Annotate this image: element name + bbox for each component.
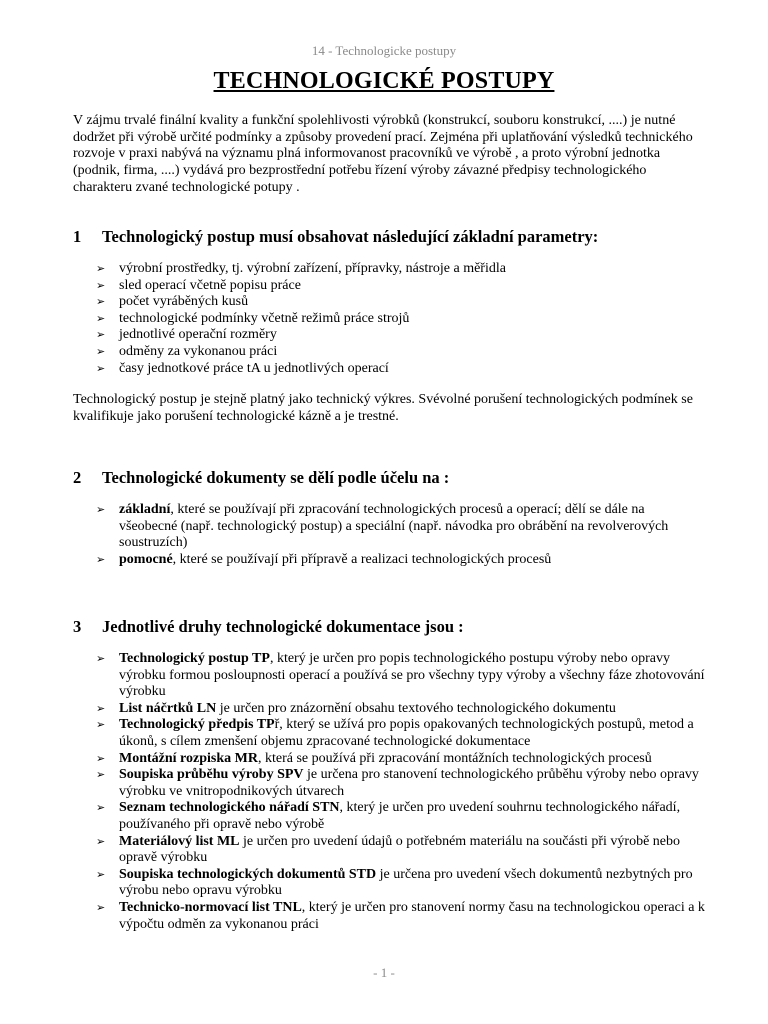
arrow-bullet-icon: ➢ (96, 834, 106, 848)
list-item-text: časy jednotkové práce tA u jednotlivých operací (119, 360, 389, 376)
list-item-term: základní (119, 502, 171, 517)
list-item (96, 502, 706, 552)
list-item (96, 344, 706, 361)
section-number: 3 (73, 617, 82, 636)
list-item (96, 751, 706, 768)
section-title: Jednotlivé druhy technologické dokumentace jsou : (102, 617, 464, 636)
section-title: Technologické dokumenty se dělí podle účelu na : (102, 468, 450, 487)
list-item (96, 311, 706, 328)
list-item-text: , který je určen pro uvedení souhrnu technologického nářadí, používaného při opravě nebo výrobě (119, 800, 681, 832)
list-item-text: počet vyráběných kusů (119, 294, 249, 310)
list-item (96, 701, 706, 718)
section-number: 1 (73, 227, 82, 246)
list-item (96, 834, 706, 867)
list-item-text: technologické podmínky včetně režimů práce strojů (119, 310, 410, 326)
list-item-text: ř, který se užívá pro popis opakovaných technologických postupů, metod a úkonů, s cílem zmenšení objemu zpracované technologické dokumentace (119, 717, 694, 749)
arrow-bullet-icon: ➢ (96, 867, 106, 881)
list-item-text: je určena pro stanovení technologického průběhu výroby nebo opravy výrobku ve vnitropodnikových útvarech (119, 767, 699, 799)
arrow-bullet-icon: ➢ (96, 552, 106, 566)
intro-paragraph: V zájmu trvalé finální kvality a funkční spolehlivosti výrobků (konstrukcí, souboru konstrukcí, ....) je nutné dodržet při výrobě určité podmínky a způsoby provedení prací. Zejména při uplatňování výsledků technického rozvoje v praxi nabývá na významu plná informovanost pracovníků ve výrobě , a proto výrobní jednotka (podnik, firma, ....) vydává pro bezprostřední potřebu řízení výroby závazné předpisy technologického charakteru zvané technologické potupy . (73, 113, 693, 195)
arrow-bullet-icon: ➢ (96, 900, 106, 914)
arrow-bullet-icon: ➢ (96, 503, 106, 516)
section-1-heading (73, 227, 598, 247)
list-item (96, 800, 706, 833)
list-item (96, 327, 706, 344)
arrow-bullet-icon: ➢ (96, 311, 106, 325)
list-item-text: je určen pro znázornění obsahu textového technologického dokumentu (216, 700, 616, 716)
list-item-text: , které se používají při přípravě a realizaci technologických procesů (172, 551, 552, 567)
arrow-bullet-icon: ➢ (96, 768, 106, 782)
list-item (96, 361, 706, 378)
section-1-note: Technologický postup je stejně platný jako technický výkres. Svévolné porušení technologických podmínek se kvalifikuje jako porušení technologické kázně a je trestné. (73, 392, 693, 424)
arrow-bullet-icon: ➢ (96, 278, 106, 292)
list-item-term: Seznam technologického nářadí STN (119, 800, 340, 816)
section-3-list (96, 651, 706, 933)
list-item-term: List náčrtků LN (119, 700, 217, 716)
arrow-bullet-icon: ➢ (96, 652, 106, 665)
arrow-bullet-icon: ➢ (96, 295, 106, 309)
list-item (96, 900, 706, 933)
page-number: - 1 - (373, 965, 395, 980)
arrow-bullet-icon: ➢ (96, 718, 106, 732)
running-head: 14 - Technologicke postupy (311, 43, 457, 58)
list-item-text: jednotlivé operační rozměry (119, 327, 277, 343)
list-item-text: je určena pro uvedení všech dokumentů nezbytných pro výrobu nebo opravu výrobku (119, 866, 693, 899)
list-item-text: výrobní prostředky, tj. výrobní zařízení, přípravky, nástroje a měřidla (119, 261, 506, 276)
list-item-text: , která se používá při zpracování montážních technologických procesů (257, 750, 652, 766)
list-item (96, 278, 706, 295)
section-2-heading (73, 468, 449, 488)
list-item-term: Technologický postup TP (119, 651, 270, 666)
list-item (96, 717, 706, 750)
list-item-term: Materiálový list ML (119, 833, 240, 849)
arrow-bullet-icon: ➢ (96, 361, 106, 375)
list-item (96, 651, 706, 701)
list-item-term: Technologický předpis TP (119, 717, 275, 733)
list-item (96, 552, 706, 569)
list-item-text: , který je určen pro stanovení normy času na technologickou operaci a k výpočtu odměn za vykonanou práci (119, 899, 705, 932)
section-3-heading (73, 617, 464, 637)
list-item-term: Montážní rozpiska MR (119, 750, 258, 766)
section-2-list (96, 502, 706, 568)
list-item (96, 261, 706, 278)
list-item-text: , které se používají při zpracování technologických procesů a operací; dělí se dále na všeobecné (např. technologický postup) a speciální (např. návodka pro obrábění na revolverových soustruzích) (119, 502, 669, 551)
arrow-bullet-icon: ➢ (96, 262, 106, 275)
arrow-bullet-icon: ➢ (96, 328, 106, 342)
list-item-text: sled operací včetně popisu práce (119, 277, 301, 293)
list-item (96, 294, 706, 311)
section-1-list (96, 261, 706, 377)
list-item-text: je určen pro uvedení údajů o potřebném materiálu na součásti při výrobě nebo opravě výrobku (119, 833, 680, 866)
list-item-term: Technicko-normovací list TNL (119, 899, 302, 915)
arrow-bullet-icon: ➢ (96, 701, 106, 715)
list-item (96, 867, 706, 900)
arrow-bullet-icon: ➢ (96, 344, 106, 358)
list-item (96, 767, 706, 800)
list-item-text: odměny za vykonanou práci (119, 343, 278, 359)
page-title: TECHNOLOGICKÉ POSTUPY (213, 68, 555, 94)
arrow-bullet-icon: ➢ (96, 751, 106, 765)
list-item-text: , který je určen pro popis technologického postupu výroby nebo opravy výrobku formou posloupnosti operací a používá se pro všechny typy výroby a všechny fáze zhotovování výrobku (119, 651, 705, 700)
section-number: 2 (73, 468, 82, 487)
list-item-term: Soupiska technologických dokumentů STD (119, 866, 377, 882)
arrow-bullet-icon: ➢ (96, 801, 106, 815)
list-item-term: Soupiska průběhu výroby SPV (119, 767, 304, 783)
list-item-term: pomocné (119, 551, 173, 567)
section-title: Technologický postup musí obsahovat následující základní parametry: (102, 227, 599, 246)
